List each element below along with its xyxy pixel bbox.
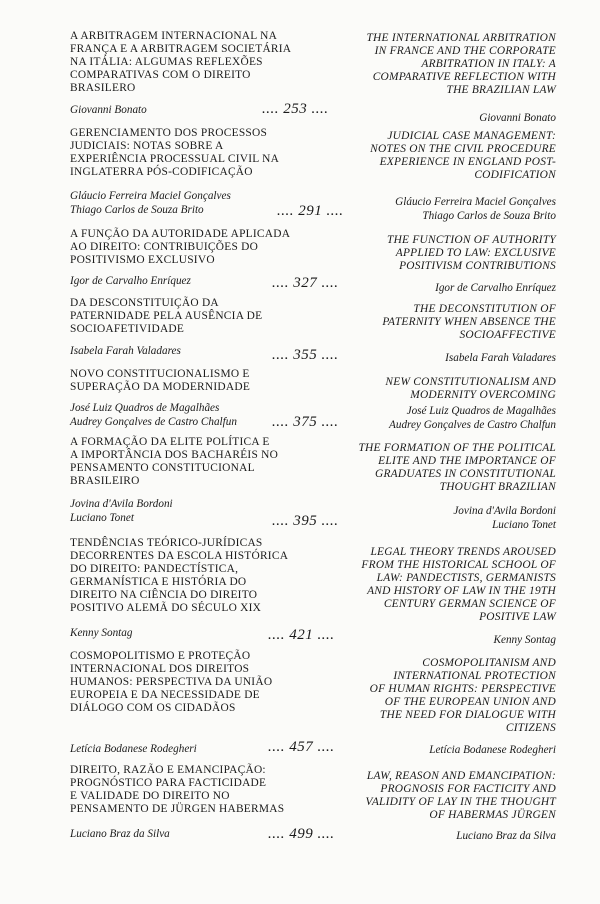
entry-authors-en bbox=[320, 634, 556, 648]
author-name: Thiago Carlos de Souza Brito bbox=[70, 203, 204, 216]
title-line: NOTES ON THE CIVIL PROCEDURE bbox=[370, 143, 556, 156]
title-line: OF HUMAN RIGHTS: PERSPECTIVE bbox=[369, 683, 556, 696]
title-line: POSITIVE LAW bbox=[479, 611, 556, 624]
author-name: Thiago Carlos de Souza Brito bbox=[422, 209, 556, 222]
entry-title-en bbox=[320, 303, 556, 342]
entry-authors-pt bbox=[70, 498, 290, 525]
page-number: .... 421 .... bbox=[268, 627, 335, 643]
title-line: A ARBITRAGEM INTERNACIONAL NA bbox=[70, 30, 278, 42]
title-line: POSITIVISMO EXCLUSIVO bbox=[70, 254, 215, 267]
author-name: Gláucio Ferreira Maciel Gonçalves bbox=[395, 196, 556, 208]
title-line: LAW: PANDECTISTS, GERMANISTS bbox=[376, 572, 556, 585]
entry-authors-en bbox=[320, 352, 556, 366]
title-line: DECORRENTES DA ESCOLA HISTÓRICA bbox=[70, 550, 289, 563]
author-name: Kenny Sontag bbox=[70, 627, 133, 639]
entry-authors-en bbox=[320, 196, 556, 223]
entry-title-pt bbox=[70, 228, 302, 267]
author-name: Isabela Farah Valadares bbox=[445, 352, 556, 364]
author-name: Kenny Sontag bbox=[493, 634, 556, 646]
entry-title-pt bbox=[70, 650, 302, 715]
title-line: BRASILERO bbox=[70, 82, 136, 95]
page-number: .... 375 .... bbox=[272, 414, 339, 430]
author-name: Jovina d'Avila Bordoni bbox=[453, 505, 556, 517]
entry-title-pt bbox=[70, 297, 302, 336]
page-number: .... 457 .... bbox=[268, 739, 335, 755]
title-line: THE BRAZILIAN LAW bbox=[446, 84, 556, 97]
entry-authors-pt bbox=[70, 743, 290, 757]
title-line: FRANÇA E A ARBITRAGEM SOCIETÁRIA bbox=[70, 43, 292, 56]
entry-authors-pt bbox=[70, 828, 290, 842]
title-line: DIÁLOGO COM OS CIDADÃOS bbox=[70, 702, 236, 715]
entry-authors-pt bbox=[70, 627, 290, 641]
title-line: INTERNACIONAL DOS DIREITOS bbox=[70, 663, 250, 676]
page-number: .... 327 .... bbox=[272, 275, 339, 291]
title-line: THE FORMATION OF THE POLITICAL bbox=[358, 442, 556, 454]
title-line: THE NEED FOR DIALOGUE WITH bbox=[379, 709, 556, 722]
title-line: SOCIOAFFECTIVE bbox=[459, 329, 556, 342]
author-name: Luciano Braz da Silva bbox=[456, 830, 556, 842]
title-line: DIREITO NA CIÊNCIA DO DIREITO bbox=[70, 589, 258, 602]
entry-authors-pt bbox=[70, 345, 290, 359]
entry-title-en bbox=[320, 376, 556, 402]
title-line: TENDÊNCIAS TEÓRICO-JURÍDICAS bbox=[70, 537, 263, 549]
entry-title-en bbox=[320, 130, 556, 182]
entry-authors-pt bbox=[70, 190, 290, 217]
title-line: IN FRANCE AND THE CORPORATE bbox=[374, 45, 556, 58]
title-line: LEGAL THEORY TRENDS AROUSED bbox=[370, 546, 556, 558]
entry-authors-pt bbox=[70, 104, 290, 118]
entry-title-en bbox=[320, 546, 556, 625]
title-line: LAW, REASON AND EMANCIPATION: bbox=[366, 770, 556, 782]
author-name: Luciano Tonet bbox=[492, 518, 556, 531]
title-line: NOVO CONSTITUCIONALISMO E bbox=[70, 368, 250, 380]
entry-title-pt bbox=[70, 436, 302, 488]
title-line: COMPARATIVE REFLECTION WITH bbox=[372, 71, 556, 84]
title-line: APPLIED TO LAW: EXCLUSIVE bbox=[395, 247, 556, 260]
author-name: José Luiz Quadros de Magalhães bbox=[70, 402, 220, 414]
title-line: GERMANÍSTICA E HISTÓRIA DO bbox=[70, 576, 247, 589]
title-line: FROM THE HISTORICAL SCHOOL OF bbox=[361, 559, 556, 572]
title-line: OF THE EUROPEAN UNION AND bbox=[384, 696, 556, 709]
author-name: Letícia Bodanese Rodegheri bbox=[429, 744, 556, 756]
title-line: NEW CONSTITUTIONALISM AND bbox=[385, 376, 556, 388]
title-line: DIREITO, RAZÃO E EMANCIPAÇÃO: bbox=[70, 764, 266, 776]
entry-authors-en bbox=[320, 282, 556, 296]
title-line: CITIZENS bbox=[505, 722, 556, 735]
entry-title-en bbox=[320, 234, 556, 273]
title-line: A FORMAÇÃO DA ELITE POLÍTICA E bbox=[70, 436, 270, 448]
title-line: DO DIREITO: PANDECTÍSTICA, bbox=[70, 563, 239, 576]
title-line: SOCIOAFETIVIDADE bbox=[70, 323, 185, 336]
title-line: NA ITÁLIA: ALGUMAS REFLEXÕES bbox=[70, 56, 263, 69]
title-line: EUROPEIA E DA NECESSIDADE DE bbox=[70, 689, 260, 702]
title-line: PENSAMENTO CONSTITUCIONAL bbox=[70, 462, 255, 475]
author-name: José Luiz Quadros de Magalhães bbox=[406, 405, 556, 417]
title-line: THE FUNCTION OF AUTHORITY bbox=[386, 234, 556, 246]
title-line: PROGNOSIS FOR FACTICITY AND bbox=[380, 783, 556, 796]
entry-title-en bbox=[320, 32, 556, 97]
title-line: ELITE AND THE IMPORTANCE OF bbox=[378, 455, 556, 468]
author-name: Audrey Gonçalves de Castro Chalfun bbox=[70, 415, 237, 428]
author-name: Giovanni Bonato bbox=[70, 104, 147, 116]
entry-title-pt bbox=[70, 30, 302, 95]
author-name: Igor de Carvalho Enríquez bbox=[70, 275, 191, 287]
author-name: Gláucio Ferreira Maciel Gonçalves bbox=[70, 190, 231, 202]
title-line: THE INTERNATIONAL ARBITRATION bbox=[366, 32, 556, 44]
author-name: Igor de Carvalho Enríquez bbox=[435, 282, 556, 294]
page-number: .... 395 .... bbox=[272, 513, 339, 529]
author-name: Isabela Farah Valadares bbox=[70, 345, 181, 357]
title-line: GRADUATES IN CONSTITUTIONAL bbox=[374, 468, 556, 481]
title-line: PATERNIDADE PELA AUSÊNCIA DE bbox=[70, 310, 263, 323]
title-line: EXPERIENCE IN ENGLAND POST- bbox=[379, 156, 556, 169]
entry-title-pt bbox=[70, 764, 302, 816]
title-line: GERENCIAMENTO DOS PROCESSOS bbox=[70, 127, 268, 139]
entry-title-en bbox=[320, 442, 556, 494]
title-line: A IMPORTÂNCIA DOS BACHARÉIS NO bbox=[70, 449, 279, 462]
title-line: VALIDITY OF LAY IN THE THOUGHT bbox=[365, 796, 556, 809]
title-line: COSMOPOLITISMO E PROTEÇÃO bbox=[70, 650, 251, 662]
page-number: .... 253 .... bbox=[262, 101, 329, 117]
entry-title-pt bbox=[70, 127, 302, 179]
title-line: BRASILEIRO bbox=[70, 475, 140, 488]
author-name: Luciano Braz da Silva bbox=[70, 828, 170, 840]
title-line: PATERNITY WHEN ABSENCE THE bbox=[382, 316, 556, 329]
title-line: E VALIDADE DO DIREITO NO bbox=[70, 790, 230, 803]
title-line: MODERNITY OVERCOMING bbox=[410, 389, 556, 402]
title-line: JUDICIAL CASE MANAGEMENT: bbox=[387, 130, 556, 142]
page-number: .... 291 .... bbox=[277, 203, 344, 219]
page-number: .... 355 .... bbox=[272, 347, 339, 363]
title-line: POSITIVO ALEMÃ DO SÉCULO XIX bbox=[70, 602, 262, 615]
entry-authors-en bbox=[320, 112, 556, 126]
title-line: CODIFICATION bbox=[474, 169, 556, 182]
title-line: JUDICIAIS: NOTAS SOBRE A bbox=[70, 140, 224, 153]
entry-authors-en bbox=[320, 744, 556, 758]
title-line: COMPARATIVAS COM O DIREITO bbox=[70, 69, 251, 82]
title-line: AND HISTORY OF LAW IN THE 19TH bbox=[367, 585, 556, 598]
title-line: THE DECONSTITUTION OF bbox=[413, 303, 556, 315]
title-line: SUPERAÇÃO DA MODERNIDADE bbox=[70, 381, 251, 394]
entry-authors-en bbox=[320, 505, 556, 532]
page-number: .... 499 .... bbox=[268, 826, 335, 842]
entry-title-pt bbox=[70, 537, 302, 616]
author-name: Luciano Tonet bbox=[70, 511, 134, 524]
title-line: PROGNÓSTICO PARA FACTICIDADE bbox=[70, 777, 267, 790]
title-line: THOUGHT BRAZILIAN bbox=[439, 481, 556, 494]
title-line: PENSAMENTO DE JÜRGEN HABERMAS bbox=[70, 803, 285, 816]
entry-title-pt bbox=[70, 368, 302, 394]
title-line: EXPERIÊNCIA PROCESSUAL CIVIL NA bbox=[70, 153, 280, 166]
title-line: AO DIREITO: CONTRIBUIÇÕES DO bbox=[70, 241, 259, 254]
author-name: Giovanni Bonato bbox=[479, 112, 556, 124]
entry-authors-pt bbox=[70, 275, 290, 289]
entry-authors-pt bbox=[70, 402, 290, 429]
title-line: HUMANOS: PERSPECTIVA DA UNIÃO bbox=[70, 676, 273, 689]
title-line: CENTURY GERMAN SCIENCE OF bbox=[383, 598, 556, 611]
title-line: INGLATERRA PÓS-CODIFICAÇÃO bbox=[70, 166, 253, 179]
entry-authors-en bbox=[320, 830, 556, 844]
title-line: A FUNÇÃO DA AUTORIDADE APLICADA bbox=[70, 228, 291, 240]
entry-authors-en bbox=[320, 405, 556, 432]
title-line: ARBITRATION IN ITALY: A bbox=[421, 58, 556, 71]
title-line: DA DESCONSTITUIÇÃO DA bbox=[70, 297, 219, 309]
title-line: OF HABERMAS JÜRGEN bbox=[429, 809, 556, 822]
title-line: INTERNATIONAL PROTECTION bbox=[393, 670, 556, 683]
title-line: COSMOPOLITANISM AND bbox=[422, 657, 556, 669]
entry-title-en bbox=[320, 657, 556, 736]
entry-title-en bbox=[320, 770, 556, 822]
author-name: Audrey Gonçalves de Castro Chalfun bbox=[389, 418, 556, 431]
author-name: Jovina d'Avila Bordoni bbox=[70, 498, 173, 510]
title-line: POSITIVISM CONTRIBUTIONS bbox=[399, 260, 556, 273]
author-name: Letícia Bodanese Rodegheri bbox=[70, 743, 197, 755]
